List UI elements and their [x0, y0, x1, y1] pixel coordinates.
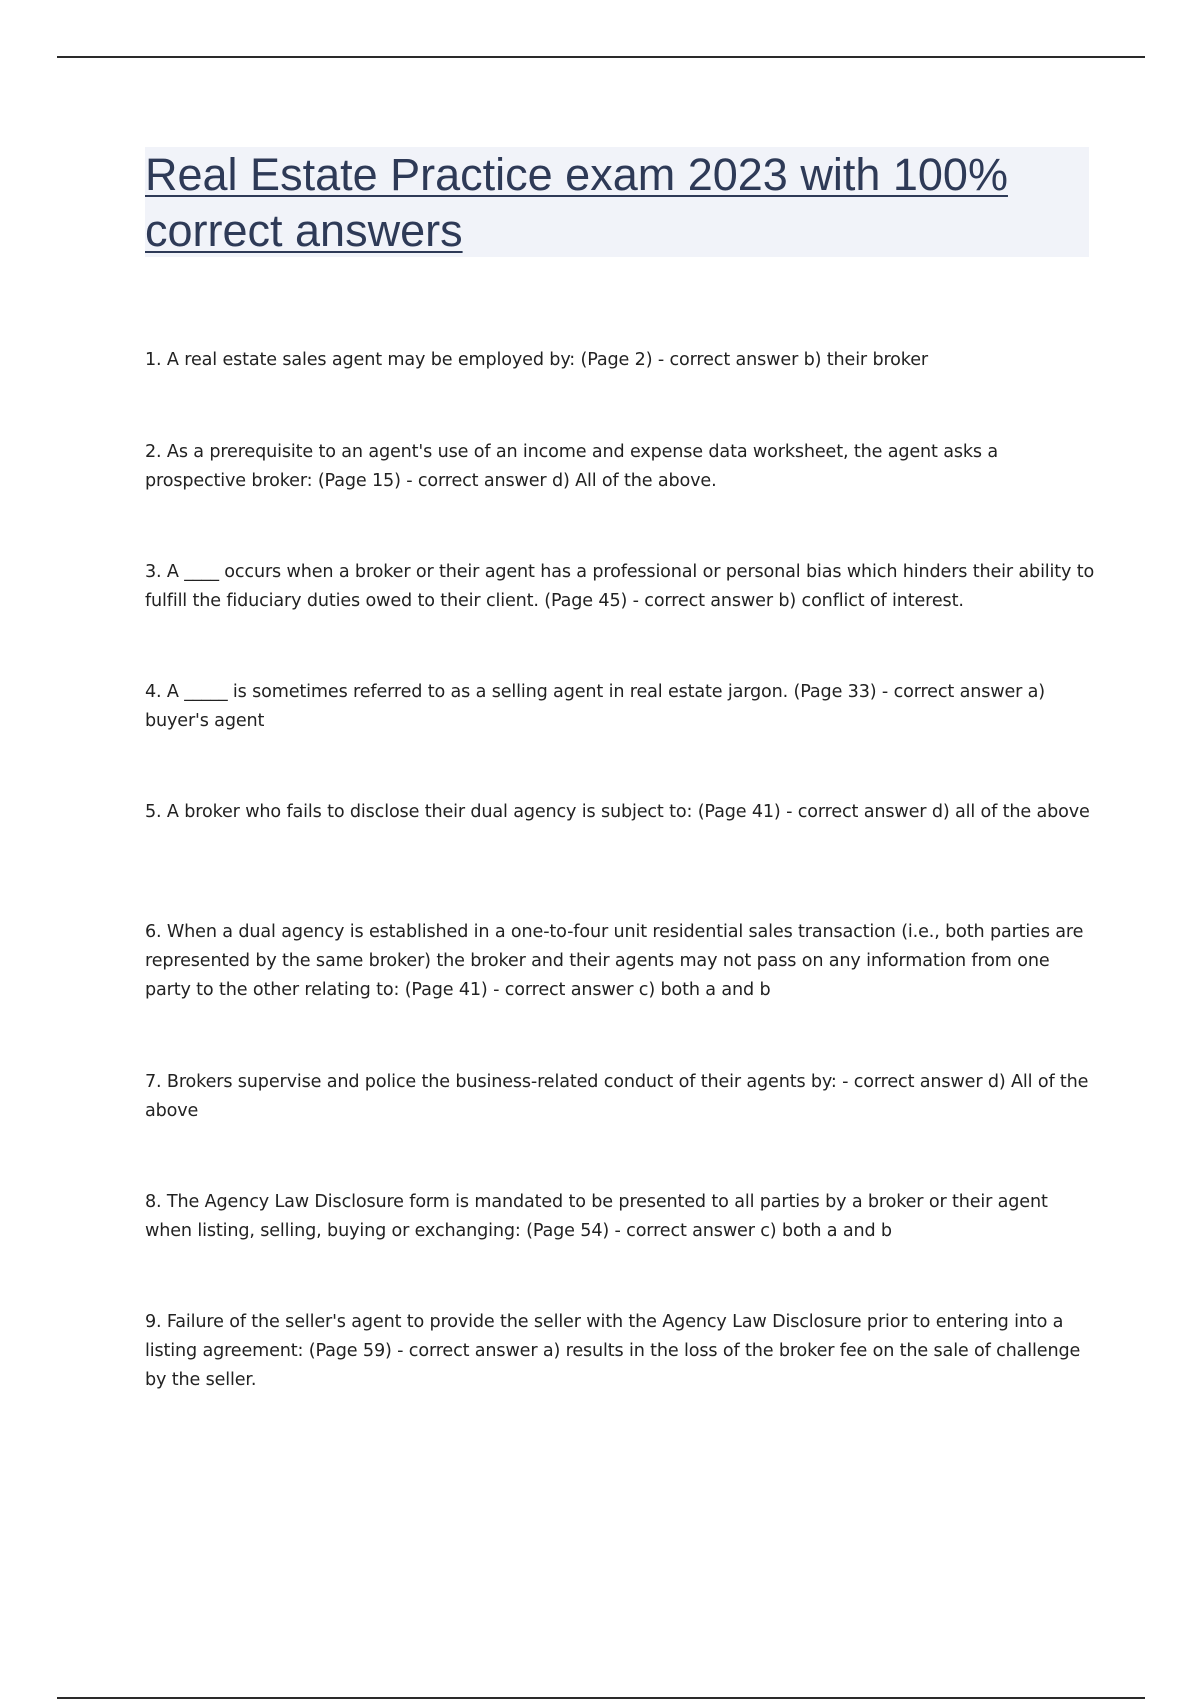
- question-item: 5. A broker who fails to disclose their dual agency is subject to: (Page 41) - correct answer d) all of the above: [145, 802, 1090, 822]
- footer-rule: [57, 1697, 1145, 1699]
- question-item: 9. Failure of the seller's agent to provide the seller with the Agency Law Disclosure prior to entering into a listing agreement: (Page 59) - correct answer a) results in the loss of the broker fee on the sale of challenge by the seller.: [145, 1312, 1081, 1390]
- header-rule: [57, 56, 1145, 58]
- question-item: 3. A ____ occurs when a broker or their agent has a professional or personal bias which hinders their ability to fulfill the fiduciary duties owed to their client. (Page 45) - correct answer b) conflict of interest.: [145, 562, 1095, 611]
- question-item: 7. Brokers supervise and police the business-related conduct of their agents by: - correct answer d) All of the above: [145, 1072, 1089, 1121]
- question-item: 6. When a dual agency is established in a one-to-four unit residential sales transaction (i.e., both parties are represented by the same broker) the broker and their agents may not pass on any information from one party to the other relating to: (Page 41) - correct answer c) both a and b: [145, 922, 1084, 1000]
- document-title: Real Estate Practice exam 2023 with 100% correct answers: [145, 149, 1008, 256]
- title-block: [145, 147, 1089, 257]
- question-item: 8. The Agency Law Disclosure form is mandated to be presented to all parties by a broker or their agent when listing, selling, buying or exchanging: (Page 54) - correct answer c) both a and b: [145, 1192, 1048, 1241]
- question-item: 2. As a prerequisite to an agent's use of an income and expense data worksheet, the agent asks a prospective broker: (Page 15) - correct answer d) All of the above.: [145, 442, 999, 491]
- question-item: 4. A _____ is sometimes referred to as a selling agent in real estate jargon. (Page 33) - correct answer a) buyer's agent: [145, 682, 1046, 731]
- question-item: 1. A real estate sales agent may be employed by: (Page 2) - correct answer b) their broker: [145, 350, 928, 370]
